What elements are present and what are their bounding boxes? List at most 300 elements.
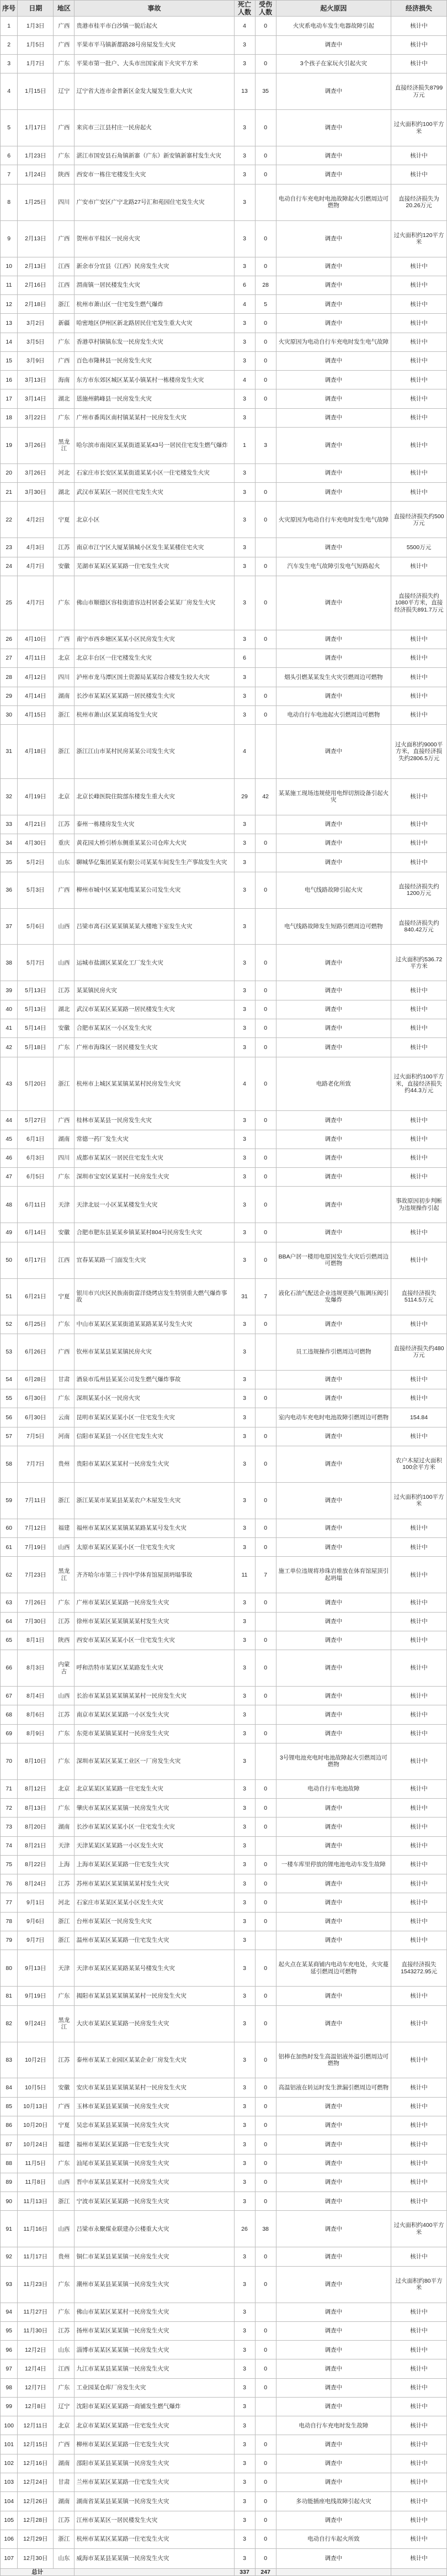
cell-date: 5月27日 [18,1111,54,1130]
cell-date: 5月14日 [18,1019,54,1038]
table-row [1,1724,447,1743]
cell-seq: 9 [1,220,18,257]
cell-seq: 31 [1,725,18,779]
cell-deaths: 3 [234,1687,255,1705]
cell-cause: 调查中 [276,220,391,257]
cell-seq: 72 [1,1799,18,1818]
cell-loss: 核计中 [391,483,447,502]
cell-deaths: 31 [234,1278,255,1315]
cell-injured: 0 [255,945,276,981]
cell-loss: 核计中 [391,2247,447,2266]
cell-cause: 调查中 [276,1893,391,1912]
cell-deaths: 3 [234,630,255,649]
cell-deaths: 3 [234,815,255,834]
cell-loss: 过火面积约9000平方米，直接经济损失约2806.5万元 [391,725,447,779]
table-row [1,502,447,538]
cell-cause: 调查中 [276,389,391,408]
cell-date: 5月7日 [18,945,54,981]
cell-region: 广西 [54,2435,74,2454]
cell-loss: 核计中 [391,1874,447,1893]
table-row [1,1223,447,1242]
cell-deaths: 3 [234,1223,255,1242]
cell-cause: 调查中 [276,1912,391,1931]
cell-date: 9月13日 [18,1950,54,1987]
table-row [1,2378,447,2397]
cell-cause: 电动自行车电池起火引燃周边可燃物 [276,705,391,724]
cell-region: 山西 [54,1538,74,1557]
cell-cause: 某某施工现场违规使用电焊切割设备引起火灾 [276,778,391,815]
cell-event: 深圳市宝安区某某村一民房发生火灾 [74,1168,234,1187]
cell-injured: 0 [255,1111,276,1130]
cell-injured: 0 [255,371,276,389]
cell-date: 11月16日 [18,2211,54,2247]
cell-date: 6月30日 [18,1408,54,1427]
cell-event: 来宾市三江县村庄一民房起火 [74,110,234,146]
cell-deaths: 3 [234,165,255,184]
cell-event: 贵港市桂平市白沙镇一貌后起火 [74,17,234,35]
cell-event: 哈尔滨市南岗区某某街道某某43号一居民住宅发生燃气爆炸 [74,427,234,463]
cell-date: 8月13日 [18,1799,54,1818]
cell-region: 广东 [54,2303,74,2321]
cell-injured: 0 [255,1950,276,1987]
cell-cause: 电气线路故障发生短路引燃周边可燃物 [276,908,391,945]
total-injured: 247 [255,2568,276,2575]
table-row [1,1874,447,1893]
cell-date: 5月2日 [18,853,54,872]
cell-loss: 核计中 [391,1389,447,1408]
cell-date: 5月18日 [18,1038,54,1057]
table-row [1,1912,447,1931]
cell-loss: 核计中 [391,1149,447,1167]
cell-cause: 调查中 [276,1874,391,1893]
cell-cause: 调查中 [276,538,391,557]
cell-injured: 0 [255,1874,276,1893]
cell-cause: 调查中 [276,1987,391,2005]
cell-event: 合肥市肥东县某某乡镇某某村804号民房发生火灾 [74,1223,234,1242]
cell-event: 佛山市某某区某某村一民房发生火灾 [74,2303,234,2321]
cell-seq: 43 [1,1057,18,1111]
cell-date: 2月18日 [18,295,54,314]
cell-deaths: 26 [234,2211,255,2247]
table-row [1,1631,447,1650]
cell-event: 呼和浩特市某某区某某路发生火灾 [74,1650,234,1687]
cell-region: 江苏 [54,1874,74,1893]
cell-deaths: 3 [234,2042,255,2078]
cell-cause: 多功能插座电线故障引起火灾 [276,2492,391,2511]
cell-loss: 核计中 [391,295,447,314]
cell-deaths: 3 [234,2173,255,2192]
cell-region: 浙江 [54,1482,74,1519]
cell-injured [255,35,276,54]
cell-deaths: 4 [234,1057,255,1111]
cell-loss: 核计中 [391,2549,447,2569]
cell-date: 3月5日 [18,333,54,351]
cell-date: 12月15日 [18,2435,54,2454]
cell-seq: 55 [1,1389,18,1408]
cell-region: 云南 [54,1408,74,1427]
cell-seq: 88 [1,2154,18,2173]
cell-seq: 86 [1,2116,18,2135]
cell-event: 石家庄市长安区某某街道某某小区一住宅楼发生火灾 [74,463,234,482]
cell-loss: 核计中 [391,2116,447,2135]
cell-seq: 56 [1,1408,18,1427]
cell-event: 酒泉市瓜州县某某公司发生燃气爆炸事故 [74,1370,234,1389]
cell-cause: 调查中 [276,257,391,276]
cell-injured [255,2416,276,2435]
cell-loss: 核计中 [391,2530,447,2548]
cell-cause: 调查中 [276,1538,391,1557]
cell-injured: 0 [255,2247,276,2266]
table-row [1,834,447,852]
cell-region: 天津 [54,1950,74,1987]
cell-date: 4月11日 [18,649,54,667]
table-row [1,1931,447,1950]
cell-region: 广东 [54,333,74,351]
cell-loss: 核计中 [391,1315,447,1334]
cell-loss: 核计中 [391,1168,447,1187]
cell-seq: 21 [1,483,18,502]
table-row [1,1000,447,1019]
cell-loss: 核计中 [391,1000,447,1019]
cell-date: 12月26日 [18,2492,54,2511]
cell-date: 1月7日 [18,54,54,73]
cell-seq: 77 [1,1893,18,1912]
cell-event: 西安市某某区某某小区一住宅发生火灾 [74,1631,234,1650]
cell-seq: 59 [1,1482,18,1519]
cell-event: 深圳某某小区一民房火灾 [74,1389,234,1408]
cell-injured: 0 [255,2359,276,2378]
cell-loss: 核计中 [391,1019,447,1038]
cell-seq: 60 [1,1519,18,1537]
cell-event: 佛山市顺德区容桂街道容边村居委会某某厂房发生火灾 [74,576,234,630]
cell-date: 12月24日 [18,2473,54,2491]
table-row [1,2173,447,2192]
table-row [1,427,447,463]
cell-event: 广州市番禺区南村镇某某村一民房发生火灾 [74,408,234,427]
cell-region: 广西 [54,1334,74,1370]
cell-deaths: 3 [234,1389,255,1408]
cell-seq: 40 [1,1000,18,1019]
cell-seq: 27 [1,649,18,667]
cell-region: 北京 [54,2416,74,2435]
cell-event: 杭州市某某区某某路一住宅发生火灾 [74,2530,234,2548]
cell-event: 东方市东郊区城区某某小镇某村一栋楼房发生火灾 [74,371,234,389]
cell-injured: 0 [255,1893,276,1912]
cell-injured: 0 [255,1482,276,1519]
cell-deaths: 3 [234,1187,255,1223]
table-row [1,945,447,981]
cell-date: 9月1日 [18,1893,54,1912]
cell-deaths: 3 [234,1912,255,1931]
cell-date: 3月26日 [18,463,54,482]
cell-seq: 14 [1,333,18,351]
cell-injured: 0 [255,2473,276,2491]
cell-injured: 0 [255,54,276,73]
table-row [1,815,447,834]
cell-cause: 调查中 [276,1315,391,1334]
cell-loss: 事故原因初步判断为违规操作引起 [391,1187,447,1223]
cell-deaths: 3 [234,1836,255,1855]
cell-region: 内蒙古 [54,1650,74,1687]
cell-loss: 核计中 [391,705,447,724]
cell-cause: 调查中 [276,945,391,981]
cell-event: 北京市某某区某某路一住宅发生火灾 [74,2416,234,2435]
cell-region: 浙江 [54,1931,74,1950]
cell-deaths: 3 [234,389,255,408]
cell-event: 齐齐哈尔市第三十四中学体育馆屋顶坍塌事故 [74,1557,234,1593]
cell-deaths: 3 [234,1893,255,1912]
cell-deaths: 3 [234,1168,255,1187]
cell-region: 江苏 [54,981,74,1000]
cell-cause: 调查中 [276,1130,391,1149]
table-row [1,110,447,146]
table-row [1,408,447,427]
cell-region: 广西 [54,2097,74,2116]
cell-loss: 核计中 [391,2397,447,2416]
cell-injured: 0 [255,2378,276,2397]
cell-injured [255,668,276,687]
cell-seq: 69 [1,1724,18,1743]
cell-event: 浙江江山市某村民房某某公司发生火灾 [74,725,234,779]
cell-event: 沈阳市某某区某某路一商铺发生燃气爆炸 [74,2397,234,2416]
cell-seq: 103 [1,2473,18,2491]
table-row [1,705,447,724]
table-row [1,2005,447,2042]
cell-cause: 调查中 [276,146,391,165]
cell-injured: 0 [255,1000,276,1019]
cell-loss: 核计中 [391,1687,447,1705]
cell-loss: 核计中 [391,1912,447,1931]
cell-date: 12月30日 [18,2549,54,2569]
cell-region: 山西 [54,2173,74,2192]
cell-region: 安徽 [54,2078,74,2097]
table-row [1,1519,447,1537]
cell-date: 4月19日 [18,778,54,815]
cell-injured [255,1408,276,1427]
cell-injured [255,463,276,482]
cell-injured [255,1836,276,1855]
cell-region: 宁夏 [54,1278,74,1315]
cell-date: 2月13日 [18,220,54,257]
cell-loss: 核计中 [391,165,447,184]
cell-seq: 107 [1,2549,18,2569]
cell-injured: 0 [255,576,276,630]
cell-deaths: 3 [234,2359,255,2378]
cell-region: 辽宁 [54,73,74,110]
cell-event: 深圳市某某区某某工业区一厂房发生火灾 [74,1743,234,1779]
cell-cause: 调查中 [276,1370,391,1389]
cell-cause: 调查中 [276,2549,391,2569]
cell-seq: 87 [1,2135,18,2154]
cell-cause: 调查中 [276,2135,391,2154]
cell-deaths: 3 [234,463,255,482]
cell-loss: 过火面积约400平方米 [391,2211,447,2247]
cell-loss: 直接经济损失8799万元 [391,73,447,110]
cell-deaths: 3 [234,1242,255,1278]
cell-region: 江西 [54,276,74,294]
cell-injured: 0 [255,1631,276,1650]
cell-cause: 调查中 [276,687,391,705]
cell-loss: 核计中 [391,1130,447,1149]
cell-injured: 0 [255,1389,276,1408]
cell-deaths: 3 [234,576,255,630]
header-cause: 起火原因 [276,1,391,17]
cell-cause: 调查中 [276,314,391,333]
cell-cause: 调查中 [276,2341,391,2359]
cell-injured: 0 [255,834,276,852]
table-row [1,1818,447,1836]
cell-seq: 26 [1,630,18,649]
cell-seq: 25 [1,576,18,630]
cell-date: 1月24日 [18,165,54,184]
cell-deaths: 3 [234,705,255,724]
cell-deaths: 3 [234,1130,255,1149]
table-row [1,557,447,576]
cell-seq: 61 [1,1538,18,1557]
cell-injured: 0 [255,1315,276,1334]
cell-deaths: 3 [234,1705,255,1724]
cell-date: 4月7日 [18,576,54,630]
cell-loss: 核计中 [391,2359,447,2378]
cell-region: 陕西 [54,1631,74,1650]
cell-deaths: 3 [234,1482,255,1519]
cell-region: 广西 [54,351,74,370]
table-row [1,333,447,351]
cell-event: 东莞市某某镇某某村一民房发生火灾 [74,1724,234,1743]
cell-event: 安庆市某某县某某镇某某村一民房发生火灾 [74,2078,234,2097]
cell-deaths: 3 [234,872,255,908]
cell-date: 11月17日 [18,2247,54,2266]
cell-region: 新疆 [54,314,74,333]
cell-loss: 核计中 [391,668,447,687]
cell-cause: 调查中 [276,981,391,1000]
cell-region: 湖北 [54,483,74,502]
cell-event: 汕尾市某某县某某镇一民房发生火灾 [74,2154,234,2173]
cell-date: 8月10日 [18,1743,54,1779]
cell-loss: 直接经济损失约1200万元 [391,872,447,908]
cell-region: 四川 [54,1149,74,1167]
cell-date: 6月11日 [18,1187,54,1223]
cell-date: 1月5日 [18,35,54,54]
cell-injured [255,408,276,427]
cell-seq: 16 [1,371,18,389]
cell-injured: 7 [255,1278,276,1315]
cell-date: 1月23日 [18,146,54,165]
cell-seq: 54 [1,1370,18,1389]
cell-date: 6月28日 [18,1370,54,1389]
cell-loss: 核计中 [391,1818,447,1836]
cell-region: 广西 [54,630,74,649]
table-row [1,2359,447,2378]
cell-date: 5月13日 [18,1000,54,1019]
cell-cause: 调查中 [276,1519,391,1537]
table-row [1,1334,447,1370]
cell-cause: 调查中 [276,1111,391,1130]
cell-injured [255,1334,276,1370]
cell-event: 杭州市萧山区某某商场发生火灾 [74,705,234,724]
cell-injured: 0 [255,1724,276,1743]
cell-injured [255,2303,276,2321]
cell-date: 5月6日 [18,908,54,945]
cell-seq: 1 [1,17,18,35]
cell-seq: 76 [1,1874,18,1893]
cell-injured: 0 [255,1779,276,1798]
cell-region: 江苏 [54,1612,74,1631]
table-row [1,35,447,54]
cell-seq: 47 [1,1168,18,1187]
cell-injured: 0 [255,220,276,257]
cell-region: 山东 [54,2341,74,2359]
cell-deaths: 3 [234,687,255,705]
cell-event: 某某镇民房火灾 [74,981,234,1000]
cell-cause: 调查中 [276,1612,391,1631]
cell-loss: 过火面积约100平方米 [391,1482,447,1519]
cell-injured: 3 [255,427,276,463]
cell-region: 江苏 [54,2042,74,2078]
cell-date: 8月12日 [18,1779,54,1798]
cell-seq: 62 [1,1557,18,1593]
cell-seq: 28 [1,668,18,687]
table-row [1,2154,447,2173]
cell-injured: 0 [255,1855,276,1874]
cell-event: 武汉市某某区某某路一居民楼发生火灾 [74,1000,234,1019]
cell-deaths: 3 [234,54,255,73]
cell-deaths: 3 [234,2247,255,2266]
cell-seq: 17 [1,389,18,408]
cell-date: 10月24日 [18,2135,54,2154]
cell-date: 9月7日 [18,1931,54,1950]
cell-region: 浙江 [54,1057,74,1111]
cell-date: 7月19日 [18,1538,54,1557]
cell-loss: 核计中 [391,1855,447,1874]
total-row [1,2568,447,2575]
cell-region: 福建 [54,2135,74,2154]
cell-date: 3月2日 [18,314,54,333]
cell-cause: 调查中 [276,834,391,852]
cell-loss: 直接经济损失约500万元 [391,502,447,538]
cell-loss: 核计中 [391,1427,447,1446]
cell-loss: 核计中 [391,2492,447,2511]
table-row [1,1278,447,1315]
cell-region: 广东 [54,408,74,427]
cell-event: 杭州市萧山区一住宅发生燃气爆炸 [74,295,234,314]
cell-event: 肇庆市某某区某某镇一民房发生火灾 [74,1799,234,1818]
cell-date: 3月13日 [18,371,54,389]
cell-seq: 41 [1,1019,18,1038]
cell-region: 安徽 [54,1019,74,1038]
cell-event: 石家庄市某某区某某小区发生火灾 [74,1893,234,1912]
cell-seq: 35 [1,853,18,872]
cell-date: 2月16日 [18,276,54,294]
cell-cause: 调查中 [276,1724,391,1743]
cell-event: 福州市某某区某某镇某某路某某号发生火灾 [74,1519,234,1537]
cell-injured: 0 [255,1242,276,1278]
cell-date: 7月5日 [18,1427,54,1446]
cell-date: 6月25日 [18,1315,54,1334]
cell-region: 辽宁 [54,2397,74,2416]
cell-region: 四川 [54,668,74,687]
cell-loss: 核计中 [391,2473,447,2491]
cell-event: 聊城华亿集团某某有限公司某某车间发生生产事故发生火灾 [74,853,234,872]
cell-seq: 66 [1,1650,18,1687]
cell-event: 恩施州鹤峰县一民房发生火灾 [74,389,234,408]
cell-date: 1月15日 [18,73,54,110]
table-row [1,220,447,257]
cell-seq: 30 [1,705,18,724]
table-row [1,146,447,165]
cell-loss: 核计中 [391,2192,447,2211]
cell-loss: 核计中 [391,1111,447,1130]
